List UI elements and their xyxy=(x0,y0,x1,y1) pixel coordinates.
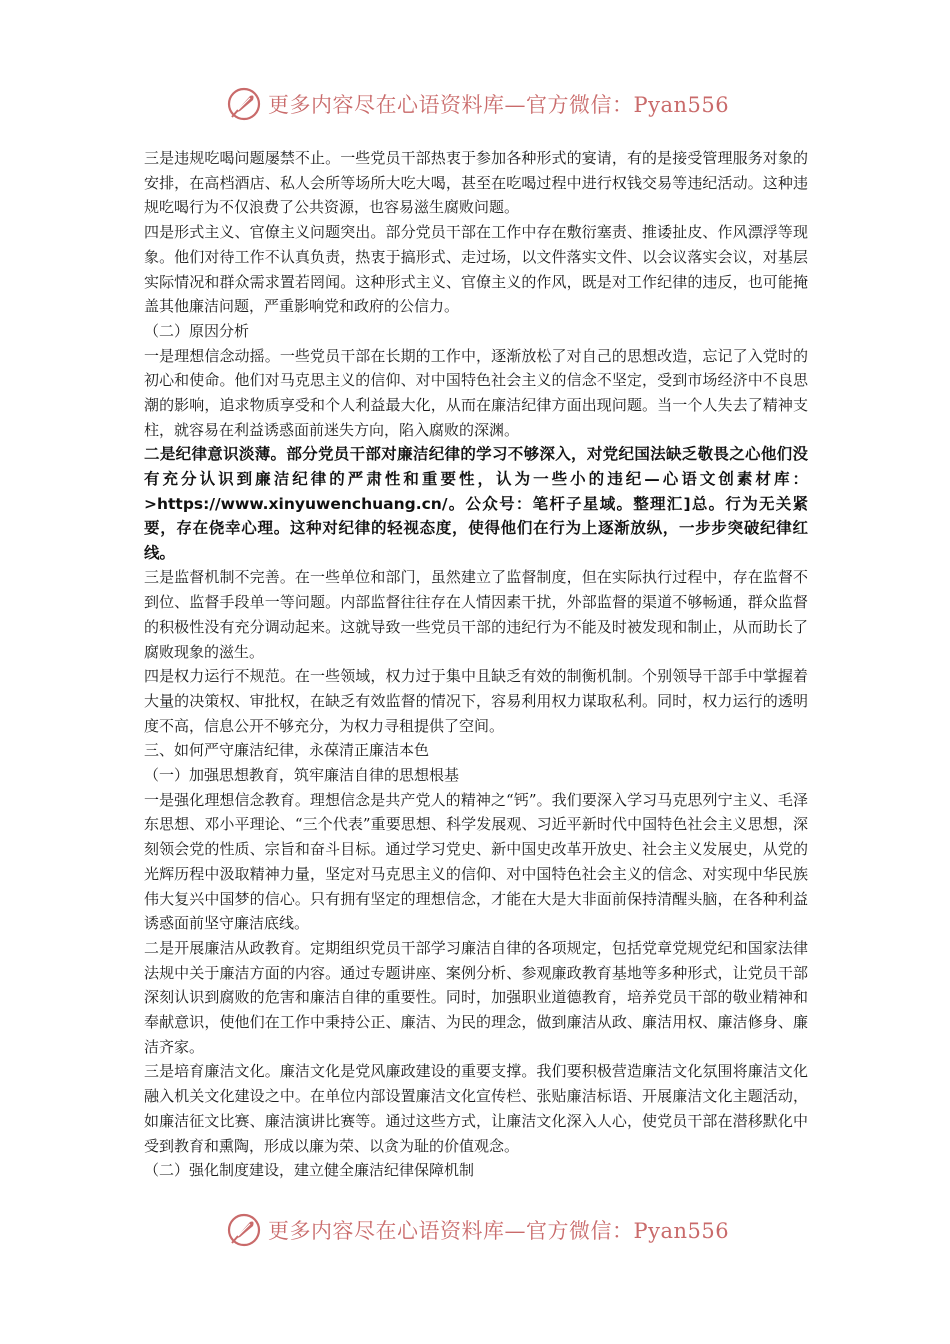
paragraph: 三是监督机制不完善。在一些单位和部门，虽然建立了监督制度，但在实际执行过程中，存在监督不到位、监督手段单一等问题。内部监督往往存在人情因素干扰，外部监督的渠道不够畅通，群众监督的积极性没有充分调动起来。这就导致一些党员干部的违纪行为不能及时被发现和制止，从而助长了腐败现象的滋生。 xyxy=(144,568,808,661)
paragraph: 四是形式主义、官僚主义问题突出。部分党员干部在工作中存在敷衍塞责、推诿扯皮、作风漂浮等现象。他们对待工作不认真负责，热衷于搞形式、走过场，以文件落实文件、以会议落实会议，对基层实际情况和群众需求置若罔闻。这种形式主义、官僚主义的作风，既是对工作纪律的违反，也可能掩盖其他廉洁问题，严重影响党和政府的公信力。 xyxy=(144,223,808,316)
paragraph: （二）强化制度建设，建立健全廉洁纪律保障机制 xyxy=(144,1161,475,1180)
document-body xyxy=(144,146,808,1183)
paragraph: 四是权力运行不规范。在一些领域，权力过于集中且缺乏有效的制衡机制。个别领导干部手中掌握着大量的决策权、审批权，在缺乏有效监督的情况下，容易利用权力谋取私利。同时，权力运行的透明度不高，信息公开不够充分，为权力寻租提供了空间。 xyxy=(144,667,808,735)
paragraph: 二是开展廉洁从政教育。定期组织党员干部学习廉洁自律的各项规定，包括党章党规党纪和国家法律法规中关于廉洁方面的内容。通过专题讲座、案例分析、参观廉政教育基地等多种形式，让党员干部深刻认识到腐败的危害和廉洁自律的重要性。同时，加强职业道德教育，培养党员干部的敬业精神和奉献意识，使他们在工作中秉持公正、廉洁、为民的理念，做到廉洁从政、廉洁用权、廉洁修身、廉洁齐家。 xyxy=(144,938,808,1056)
paragraph: 一是理想信念动摇。一些党员干部在长期的工作中，逐渐放松了对自己的思想改造，忘记了入党时的初心和使命。他们对马克思主义的信仰、对中国特色社会主义的信念不坚定，受到市场经济中不良思潮的影响，追求物质享受和个人利益最大化，从而在廉洁纪律方面出现问题。当一个人失去了精神支柱，就容易在利益诱惑面前迷失方向，陷入腐败的深渊。 xyxy=(144,346,808,439)
paragraph: 三是培育廉洁文化。廉洁文化是党风廉政建设的重要支撑。我们要积极营造廉洁文化氛围将廉洁文化融入机关文化建设之中。在单位内部设置廉洁文化宣传栏、张贴廉洁标语、开展廉洁文化主题活动，如廉洁征文比赛、廉洁演讲比赛等。通过这些方式，让廉洁文化深入人心，使党员干部在潜移默化中受到教育和熏陶，形成以廉为荣、以贪为耻的价值观念。 xyxy=(144,1062,808,1155)
footer-banner xyxy=(226,1210,729,1250)
paragraph: 二是纪律意识淡薄。部分党员干部对廉洁纪律的学习不够深入，对党纪国法缺乏敬畏之心他们没有充分认识到廉洁纪律的严肃性和重要性，认为一些小的违纪—心语文创素材库：>https://www.xinyuwenchuang.cn/。公众号：笔杆子星域。整理汇]总。行为无关紧要，存在侥幸心理。这种对纪律的轻视态度，使得他们在行为上逐渐放纵，一步步突破纪律红线。 xyxy=(144,445,808,562)
header-banner-text: 更多内容尽在心语资料库—官方微信：Pyan556 xyxy=(268,93,730,117)
paragraph: 一是强化理想信念教育。理想信念是共产党人的精神之“钙”。我们要深入学习马克思列宁主义、毛泽东思想、邓小平理论、“三个代表”重要思想、科学发展观、习近平新时代中国特色社会主义思想，深刻领会党的性质、宗旨和奋斗目标。通过学习党史、新中国史改革开放史、社会主义发展史，从党的光辉历程中汲取精神力量，坚定对马克思主义的信仰、对中国特色社会主义的信念、对实现中华民族伟大复兴中国梦的信心。只有拥有坚定的理想信念，才能在大是大非面前保持清醒头脑，在各种利益诱惑面前坚守廉洁底线。 xyxy=(144,790,808,933)
paragraph: 三是违规吃喝问题屡禁不止。一些党员干部热衷于参加各种形式的宴请，有的是接受管理服务对象的安排，在高档酒店、私人会所等场所大吃大喝，甚至在吃喝过程中进行权钱交易等违纪活动。这种违规吃喝行为不仅浪费了公共资源，也容易滋生腐败问题。 xyxy=(144,149,808,217)
feather-pen-logo-icon xyxy=(226,1212,262,1248)
paragraph: （一）加强思想教育，筑牢廉洁自律的思想根基 xyxy=(144,766,460,785)
footer-banner-text: 更多内容尽在心语资料库—官方微信：Pyan556 xyxy=(268,1219,730,1243)
header-banner xyxy=(226,84,729,124)
paragraph: （二）原因分析 xyxy=(144,321,250,340)
feather-pen-logo-icon xyxy=(226,86,262,122)
paragraph: 三、如何严守廉洁纪律，永葆清正廉洁本色 xyxy=(144,741,430,760)
